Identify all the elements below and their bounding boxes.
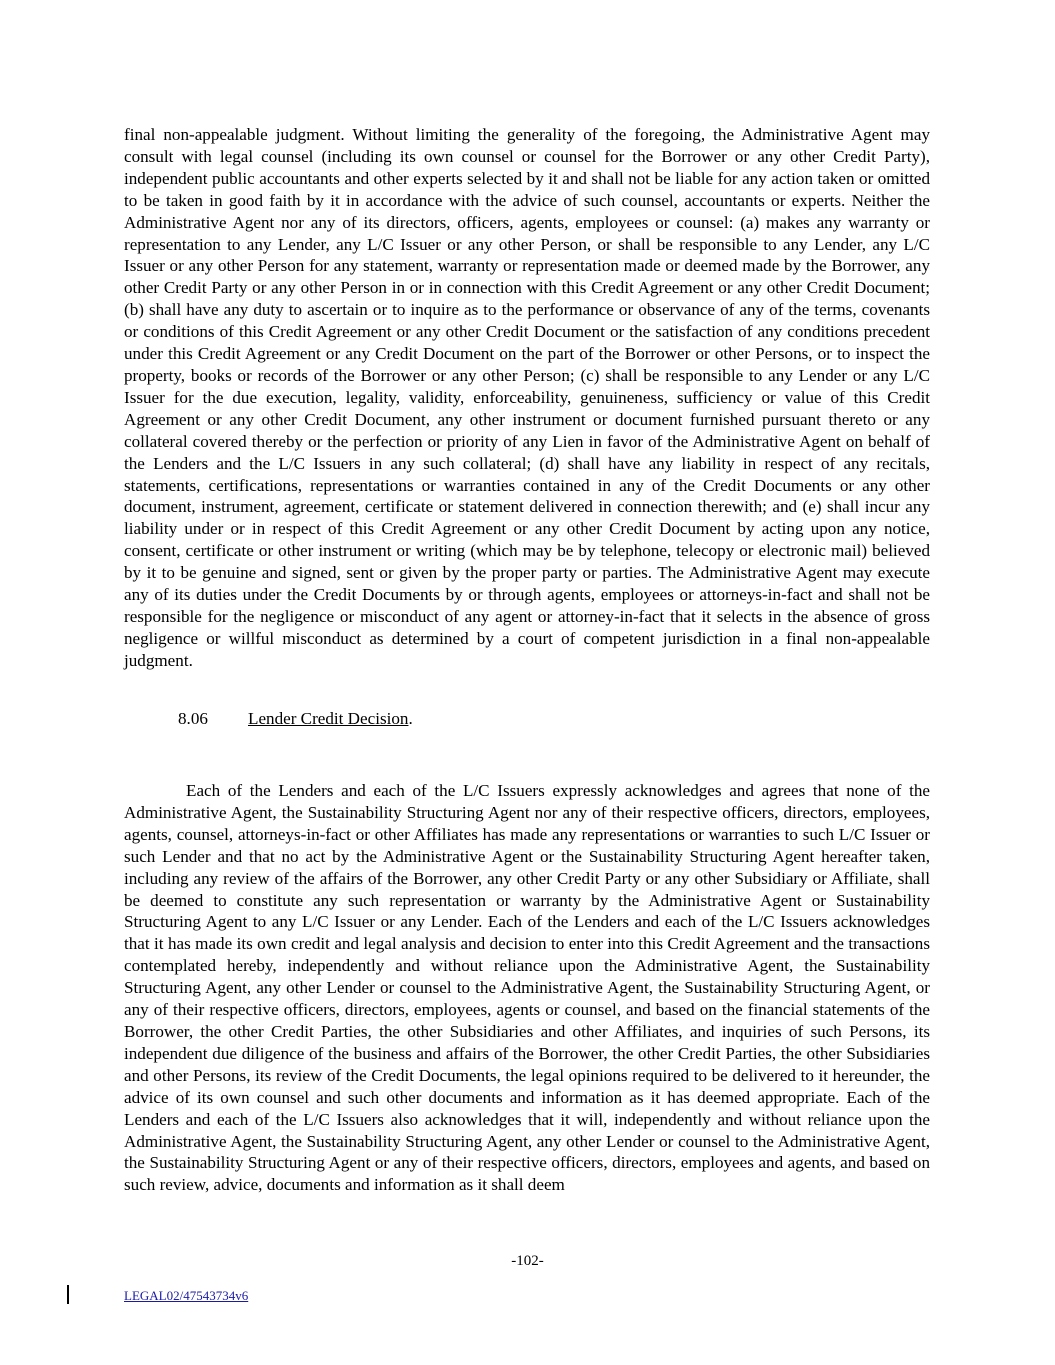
section-title: Lender Credit Decision — [248, 709, 409, 728]
revision-bar — [67, 1285, 69, 1304]
section-heading — [178, 708, 413, 730]
body-paragraph: Each of the Lenders and each of the L/C Issuers expressly acknowledges and agrees that none of the Administrative Agent, the Sustainability Structuring Agent nor any of their respective officers, directors, employees, agents, counsel, attorneys-in-fact or other Affiliates has made any representations or warranties to such L/C Issuer or such Lender and that no act by the Administrative Agent or the Sustainability Structuring Agent hereafter taken, including any review of the affairs of the Borrower, any other Credit Party or any other Subsidiary or Affiliate, shall be deemed to constitute any such representation or warranty by the Administrative Agent or Sustainability Structuring Agent to any L/C Issuer or any Lender. Each of the Lenders and each of the L/C Issuers acknowledges that it has made its own credit and legal analysis and decision to enter into this Credit Agreement and the transactions contemplated hereby, independently and without reliance upon the Administrative Agent, the Sustainability Structuring Agent, any other Lender or counsel to the Administrative Agent, the Sustainability Structuring Agent, or any of their respective officers, directors, employees, agents or counsel, and based on the financial statements of the Borrower, the other Credit Parties, the other Subsidiaries and other Affiliates, and inquiries of such Persons, its independent due diligence of the business and affairs of the Borrower, the other Credit Parties, the other Subsidiaries and other Persons, its review of the Credit Documents, the legal opinions required to be delivered to it hereunder, the advice of its own counsel and such other documents and information as it has deemed appropriate. Each of the Lenders and each of the L/C Issuers also acknowledges that it will, independently and without reliance upon the Administrative Agent, the Sustainability Structuring Agent, any other Lender or counsel to the Administrative Agent, the Sustainability Structuring Agent or any of their respective officers, directors, employees and agents, and based on such review, advice, documents and information as it shall deem — [124, 781, 930, 1195]
body-paragraph: final non-appealable judgment. Without limiting the generality of the foregoing, the Administrative Agent may consult with legal counsel (including its own counsel or counsel for the Borrower or any other Credit Party), independent public accountants and other experts selected by it and shall not be liable for any action taken or omitted to be taken in good faith by it in accordance with the advice of such counsel, accountants or experts. Neither the Administrative Agent nor any of its directors, officers, agents, employees or counsel: (a) makes any warranty or representation to any Lender, any L/C Issuer or any other Person, or shall be responsible to any Lender, any L/C Issuer or any other Person for any statement, warranty or representation made or deemed made by the Borrower, any other Credit Party or any other Person in or in connection with this Credit Agreement or any other Credit Document; (b) shall have any duty to ascertain or to inquire as to the performance or observance of any of the terms, covenants or conditions of this Credit Agreement or any other Credit Document or the satisfaction of any conditions precedent under this Credit Agreement or any Credit Document on the part of the Borrower or other Persons, or to inspect the property, books or records of the Borrower or any other Person; (c) shall be responsible to any Lender or any L/C Issuer for the due execution, legality, validity, enforceability, genuineness, sufficiency or value of this Credit Agreement or any other Credit Document, any other instrument or document furnished pursuant thereto or any collateral covered thereby or the perfection or priority of any Lien in favor of the Administrative Agent on behalf of the Lenders and the L/C Issuers in any such collateral; (d) shall have any liability in respect of any recitals, statements, certifications, representations or warranties contained in any of the Credit Documents or any other document, instrument, agreement, certificate or statement delivered in connection therewith; and (e) shall incur any liability under or in respect of this Credit Agreement or any other Credit Document by acting upon any notice, consent, certificate or other instrument or writing (which may be by telephone, telecopy or electronic mail) believed by it to be genuine and signed, sent or given by the proper party or parties. The Administrative Agent may execute any of its duties under the Credit Documents by or through agents, employees or attorneys-in-fact and shall not be responsible for the negligence or misconduct of any agent or attorney-in-fact that it selects in the absence of gross negligence or willful misconduct as determined by a court of competent jurisdiction in a final non-appealable judgment. — [124, 125, 930, 670]
document-reference-link[interactable]: LEGAL02/47543734v6 — [124, 1288, 249, 1303]
section-number: 8.06 — [178, 709, 208, 728]
page-number: -102- — [511, 1253, 544, 1269]
section-title-suffix: . — [408, 709, 413, 728]
